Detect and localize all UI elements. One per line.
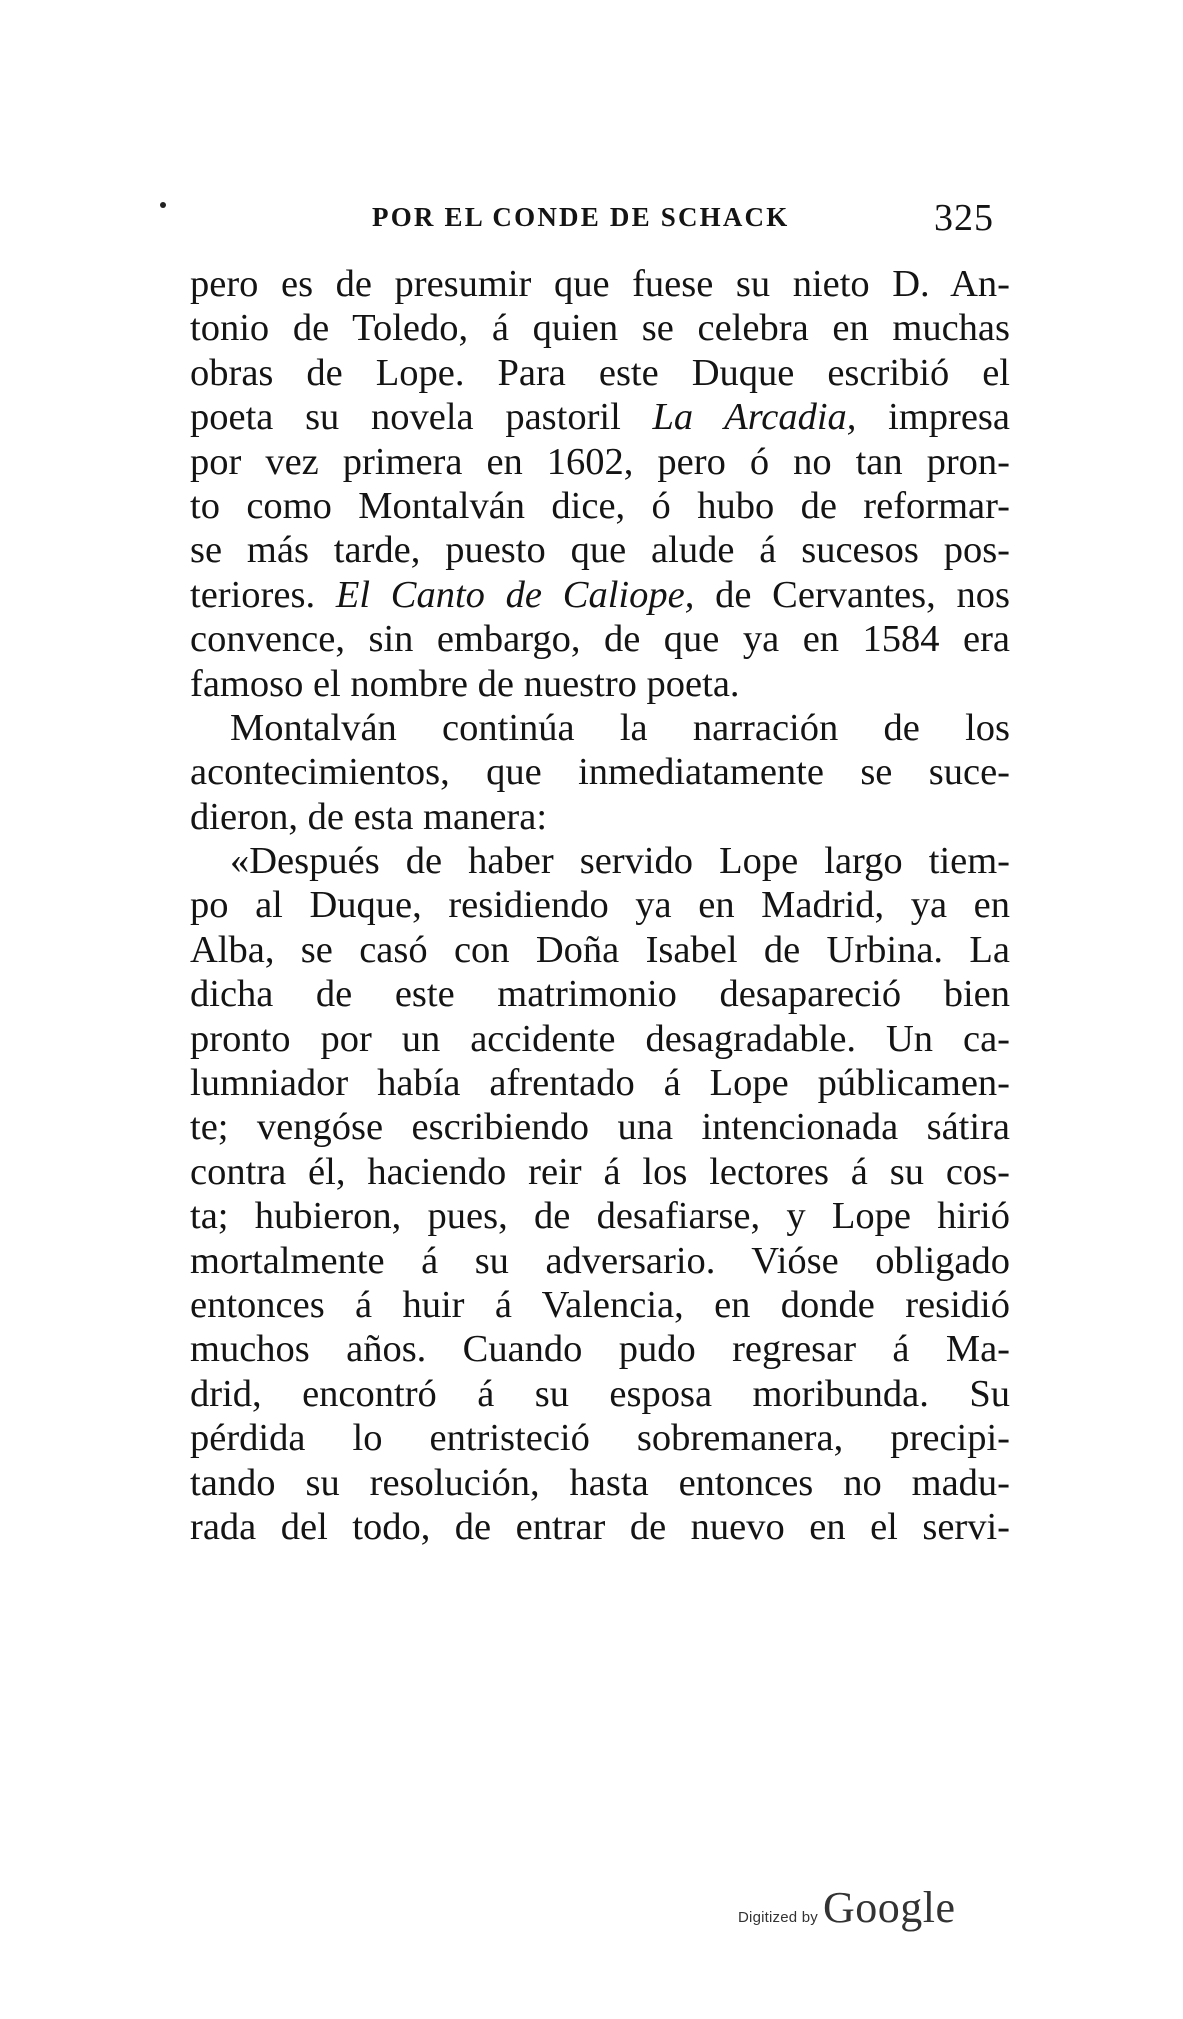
text-line: pronto por un accidente desagradable. Un ca- (190, 1017, 1010, 1060)
text-line: Alba, se casó con Doña Isabel de Urbina. La (190, 928, 1010, 971)
text-line: tando su resolución, hasta entonces no madu- (190, 1461, 1010, 1504)
italic-title: El Canto de Caliope, (335, 573, 695, 616)
google-watermark (738, 1882, 956, 1933)
text-line: por vez primera en 1602, pero ó no tan pron- (190, 440, 1010, 483)
italic-title: La Arcadia, (652, 396, 857, 439)
body-text (190, 262, 1010, 1549)
text-line: lumniador había afrentado á Lope públicamen- (190, 1062, 1010, 1105)
text-line: se más tarde, puesto que alude á sucesos pos- (190, 529, 1010, 572)
text-line (190, 395, 1010, 439)
text-line: obras de Lope. Para este Duque escribió el (190, 351, 1010, 394)
page-number: 325 (934, 197, 994, 239)
text-line: tonio de Toledo, á quien se celebra en muchas (190, 307, 1010, 350)
text-span: teriores. (190, 573, 336, 616)
text-line: te; vengóse escribiendo una intencionada sátira (190, 1106, 1010, 1149)
text-span: poeta su novela pastoril (190, 396, 653, 439)
margin-dot (160, 202, 166, 208)
running-head: POR EL CONDE DE SCHACK (372, 202, 790, 232)
text-line: rada del todo, de entrar de nuevo en el servi- (190, 1505, 1010, 1548)
text-line: dicha de este matrimonio desapareció bien (190, 973, 1010, 1016)
text-line: «Después de haber servido Lope largo tiem- (230, 840, 1010, 883)
text-span: de Cervantes, nos (694, 573, 1010, 616)
text-line: dieron, de esta manera: (190, 795, 548, 838)
text-line: pero es de presumir que fuese su nieto D. An- (190, 263, 1010, 305)
watermark-prefix: Digitized by (738, 1909, 818, 1926)
text-line: pérdida lo entristeció sobremanera, precipi- (190, 1417, 1010, 1460)
text-line: muchos años. Cuando pudo regresar á Ma- (190, 1328, 1010, 1371)
text-line: to como Montalván dice, ó hubo de reformar- (190, 484, 1010, 527)
text-line: acontecimientos, que inmediatamente se suce- (190, 751, 1010, 794)
text-line: drid, encontró á su esposa moribunda. Su (190, 1372, 1010, 1415)
text-span: impresa (856, 396, 1010, 439)
text-line: entonces á huir á Valencia, en donde residió (190, 1283, 1010, 1326)
text-line (190, 573, 1010, 617)
text-line: famoso el nombre de nuestro poeta. (190, 662, 740, 705)
text-line: Montalván continúa la narración de los (230, 706, 1010, 749)
text-line: po al Duque, residiendo ya en Madrid, ya en (190, 884, 1010, 927)
watermark-brand: Google (823, 1883, 956, 1932)
text-line: contra él, haciendo reir á los lectores á su cos- (190, 1150, 1010, 1193)
text-line: convence, sin embargo, de que ya en 1584 era (190, 618, 1010, 661)
text-line: ta; hubieron, pues, de desafiarse, y Lope hirió (190, 1195, 1010, 1238)
text-line: mortalmente á su adversario. Vióse obligado (190, 1239, 1010, 1282)
